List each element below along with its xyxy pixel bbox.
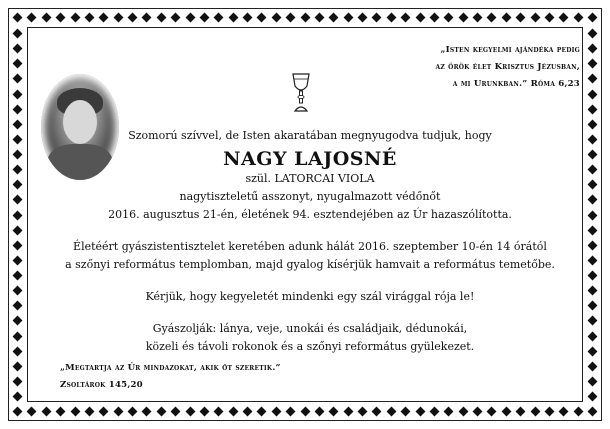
diamond-ornament — [372, 407, 382, 417]
diamond-ornament — [588, 165, 598, 175]
diamond-ornament — [128, 407, 138, 417]
diamond-ornament — [13, 89, 23, 99]
service-text-line-2: a szőnyi református templomban, majd gyalog kísérjük hamvait a református temetőbe. — [65, 258, 555, 271]
diamond-ornament — [588, 180, 598, 190]
diamond-ornament — [314, 13, 324, 23]
diamond-ornament — [588, 331, 598, 341]
diamond-ornament — [243, 407, 253, 417]
diamond-ornament — [300, 407, 310, 417]
diamond-ornament — [171, 13, 181, 23]
diamond-ornament — [171, 407, 181, 417]
diamond-ornament — [286, 13, 296, 23]
diamond-border-left — [14, 30, 21, 400]
diamond-ornament — [13, 180, 23, 190]
diamond-ornament — [573, 407, 583, 417]
diamond-ornament — [199, 407, 209, 417]
diamond-ornament — [530, 407, 540, 417]
diamond-ornament — [214, 407, 224, 417]
diamond-ornament — [13, 301, 23, 311]
diamond-ornament — [588, 210, 598, 220]
diamond-ornament — [228, 13, 238, 23]
diamond-ornament — [185, 407, 195, 417]
diamond-ornament — [99, 13, 109, 23]
maiden-name: szül. LATORCAI VIOLA — [245, 172, 375, 185]
diamond-ornament — [458, 407, 468, 417]
diamond-ornament — [214, 13, 224, 23]
diamond-ornament — [113, 407, 123, 417]
diamond-ornament — [588, 104, 598, 114]
diamond-ornament — [13, 74, 23, 84]
diamond-ornament — [386, 13, 396, 23]
diamond-ornament — [257, 407, 267, 417]
diamond-ornament — [142, 13, 152, 23]
diamond-ornament — [13, 240, 23, 250]
bible-quote-top — [350, 42, 580, 93]
diamond-ornament — [487, 13, 497, 23]
diamond-ornament — [113, 13, 123, 23]
diamond-ornament — [13, 195, 23, 205]
diamond-ornament — [372, 13, 382, 23]
diamond-ornament — [13, 361, 23, 371]
diamond-ornament — [228, 407, 238, 417]
diamond-ornament — [559, 407, 569, 417]
diamond-ornament — [588, 301, 598, 311]
diamond-ornament — [13, 104, 23, 114]
diamond-ornament — [286, 407, 296, 417]
diamond-ornament — [588, 74, 598, 84]
diamond-ornament — [401, 13, 411, 23]
diamond-ornament — [429, 407, 439, 417]
death-date-text: 2016. augusztus 21-én, életének 94. esztendejében az Úr hazaszólította. — [108, 208, 512, 221]
diamond-ornament — [13, 316, 23, 326]
diamond-ornament — [70, 13, 80, 23]
diamond-ornament — [13, 29, 23, 39]
diamond-border-right — [589, 30, 596, 400]
diamond-ornament — [415, 407, 425, 417]
quote-top-line-3: a mi Urunkban.” Róma 6,23 — [452, 79, 580, 89]
diamond-ornament — [27, 13, 37, 23]
diamond-ornament — [487, 407, 497, 417]
diamond-ornament — [199, 13, 209, 23]
diamond-ornament — [588, 376, 598, 386]
deceased-name: NAGY LAJOSNÉ — [223, 148, 397, 170]
diamond-ornament — [13, 286, 23, 296]
diamond-ornament — [343, 13, 353, 23]
diamond-ornament — [13, 134, 23, 144]
mourners-line-2: közeli és távoli rokonok és a szőnyi református gyülekezet. — [145, 340, 475, 353]
diamond-ornament — [13, 346, 23, 356]
diamond-ornament — [588, 134, 598, 144]
diamond-ornament — [13, 255, 23, 265]
diamond-ornament — [588, 29, 598, 39]
diamond-ornament — [13, 392, 23, 402]
diamond-ornament — [588, 361, 598, 371]
diamond-ornament — [415, 13, 425, 23]
diamond-ornament — [13, 331, 23, 341]
diamond-ornament — [588, 225, 598, 235]
diamond-ornament — [429, 13, 439, 23]
diamond-ornament — [588, 89, 598, 99]
diamond-ornament — [13, 165, 23, 175]
diamond-border-bottom — [14, 408, 596, 415]
diamond-ornament — [588, 150, 598, 160]
diamond-ornament — [41, 13, 51, 23]
diamond-ornament — [13, 407, 23, 417]
diamond-ornament — [84, 13, 94, 23]
diamond-ornament — [444, 407, 454, 417]
diamond-ornament — [13, 13, 23, 23]
diamond-ornament — [257, 13, 267, 23]
diamond-ornament — [56, 13, 66, 23]
quote-top-line-2: az örök élet Krisztus Jézusban, — [435, 62, 580, 72]
diamond-ornament — [99, 407, 109, 417]
diamond-ornament — [128, 13, 138, 23]
diamond-ornament — [13, 119, 23, 129]
diamond-ornament — [588, 195, 598, 205]
diamond-ornament — [516, 13, 526, 23]
diamond-ornament — [473, 13, 483, 23]
diamond-ornament — [27, 407, 37, 417]
diamond-ornament — [329, 13, 339, 23]
diamond-ornament — [588, 286, 598, 296]
diamond-ornament — [271, 407, 281, 417]
diamond-ornament — [56, 407, 66, 417]
diamond-ornament — [588, 59, 598, 69]
quote-bottom-line-2: Zsoltárok 145,20 — [60, 380, 143, 390]
diamond-ornament — [530, 13, 540, 23]
diamond-ornament — [13, 376, 23, 386]
description-text: nagytiszteletű asszonyt, nyugalmazott védőnőt — [179, 190, 441, 203]
diamond-ornament — [588, 346, 598, 356]
quote-top-line-1: „Isten kegyelmi ajándéka pedig — [440, 45, 580, 55]
diamond-ornament — [588, 240, 598, 250]
diamond-ornament — [329, 407, 339, 417]
diamond-ornament — [156, 407, 166, 417]
diamond-ornament — [13, 150, 23, 160]
diamond-ornament — [544, 407, 554, 417]
diamond-ornament — [588, 392, 598, 402]
diamond-ornament — [588, 44, 598, 54]
diamond-ornament — [588, 407, 598, 417]
diamond-ornament — [544, 13, 554, 23]
diamond-ornament — [300, 13, 310, 23]
diamond-ornament — [41, 407, 51, 417]
diamond-ornament — [358, 407, 368, 417]
intro-text: Szomorú szívvel, de Isten akaratában megnyugodva tudjuk, hogy — [128, 129, 492, 142]
diamond-ornament — [573, 13, 583, 23]
diamond-ornament — [343, 407, 353, 417]
diamond-ornament — [13, 59, 23, 69]
diamond-ornament — [13, 225, 23, 235]
diamond-ornament — [314, 407, 324, 417]
quote-bottom-line-1: „Megtartja az Úr mindazokat, akik őt szeretik.” — [60, 363, 281, 373]
diamond-ornament — [588, 316, 598, 326]
diamond-ornament — [588, 255, 598, 265]
diamond-ornament — [588, 119, 598, 129]
diamond-ornament — [473, 407, 483, 417]
mourners-line-1: Gyászolják: lánya, veje, unokái és családjaik, dédunokái, — [152, 322, 468, 335]
diamond-ornament — [84, 407, 94, 417]
diamond-ornament — [588, 13, 598, 23]
diamond-ornament — [559, 13, 569, 23]
diamond-ornament — [13, 271, 23, 281]
diamond-ornament — [271, 13, 281, 23]
chalice-icon — [291, 72, 311, 114]
diamond-ornament — [458, 13, 468, 23]
diamond-ornament — [444, 13, 454, 23]
diamond-ornament — [401, 407, 411, 417]
diamond-ornament — [386, 407, 396, 417]
diamond-ornament — [501, 13, 511, 23]
service-text-line-1: Életéért gyászistentisztelet keretében adunk hálát 2016. szeptember 10-én 14 órától — [73, 240, 547, 253]
diamond-ornament — [588, 271, 598, 281]
diamond-ornament — [243, 13, 253, 23]
diamond-ornament — [358, 13, 368, 23]
diamond-border-top — [14, 14, 596, 21]
diamond-ornament — [516, 407, 526, 417]
flower-request-text: Kérjük, hogy kegyeletét mindenki egy szál virággal rója le! — [145, 290, 475, 303]
bible-quote-bottom — [60, 360, 281, 394]
diamond-ornament — [13, 210, 23, 220]
diamond-ornament — [185, 13, 195, 23]
diamond-ornament — [70, 407, 80, 417]
diamond-ornament — [13, 44, 23, 54]
diamond-ornament — [501, 407, 511, 417]
diamond-ornament — [142, 407, 152, 417]
diamond-ornament — [156, 13, 166, 23]
